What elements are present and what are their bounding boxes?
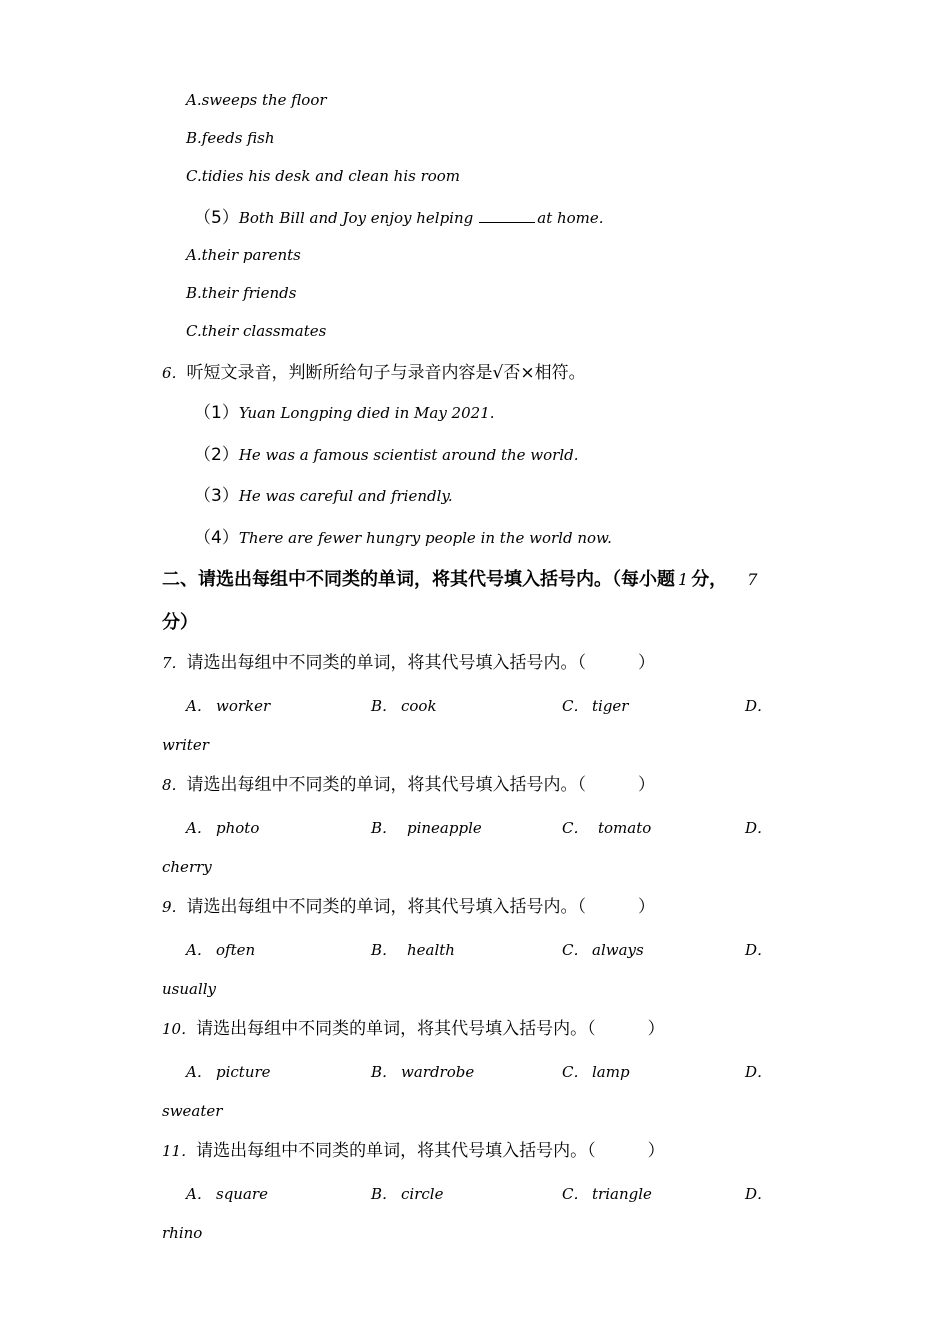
answer-blank[interactable] <box>479 208 535 223</box>
option-a: A.their parents <box>186 246 301 264</box>
option-d-word: rhino <box>162 1224 203 1242</box>
section-heading <box>162 571 757 589</box>
section-title: 二、请选出每组中不同类的单词，将其代号填入括号内。（每小题 <box>162 569 675 590</box>
option-b <box>371 699 437 714</box>
item-number: （1） <box>194 403 239 423</box>
question-number: 9． <box>162 898 187 916</box>
option-b: B.feeds fish <box>186 129 275 147</box>
list-item <box>194 530 612 547</box>
option-b <box>371 943 455 958</box>
question-prompt: 听短文录音，判断所给句子与录音内容是√否×相符。 <box>186 363 586 383</box>
question-prompt: 请选出每组中不同类的单词，将其代号填入括号内。（ <box>186 775 587 795</box>
option-b <box>371 1065 474 1080</box>
option-c: C.their classmates <box>186 322 327 340</box>
option-word: cook <box>401 697 437 715</box>
item-number: （4） <box>194 528 239 548</box>
close-paren: ） <box>647 1141 665 1161</box>
option-a <box>186 1187 268 1202</box>
item-text: Yuan Longping died in May 2021. <box>238 404 495 422</box>
option-word: always <box>592 941 644 959</box>
option-letter: A． <box>186 697 212 715</box>
section-title-end: 分） <box>162 612 198 633</box>
option-letter: B． <box>371 1063 398 1081</box>
question-8 <box>162 777 655 794</box>
question-number: 11． <box>162 1142 197 1160</box>
option-letter: C． <box>562 1063 589 1081</box>
option-d <box>745 699 775 714</box>
section-heading-cont <box>162 614 198 632</box>
option-word: triangle <box>592 1185 652 1203</box>
option-letter: D． <box>745 1185 773 1203</box>
question-prompt: 请选出每组中不同类的单词，将其代号填入括号内。（ <box>196 1019 596 1039</box>
item-text: There are fewer hungry people in the world now. <box>238 529 612 547</box>
option-d-word: usually <box>162 980 217 998</box>
option-letter: A． <box>186 941 212 959</box>
question-5-part-5 <box>194 208 604 227</box>
question-number: 6． <box>162 364 187 382</box>
close-paren: ） <box>638 653 656 673</box>
option-letter: D． <box>745 941 773 959</box>
question-text: Both Bill and Joy enjoy helping <box>238 209 474 227</box>
score-each: 1 <box>678 570 689 589</box>
option-word: square <box>216 1185 268 1203</box>
close-paren: ） <box>638 897 656 917</box>
option-d-word: writer <box>162 736 209 754</box>
option-letter: B． <box>371 941 398 959</box>
score-total: 7 <box>747 570 758 589</box>
item-number: （3） <box>194 486 239 506</box>
option-c <box>562 943 644 958</box>
option-letter: D． <box>745 819 773 837</box>
option-a: A.sweeps the floor <box>186 91 327 109</box>
list-item <box>194 447 579 464</box>
item-text: He was a famous scientist around the world. <box>238 446 579 464</box>
close-paren: ） <box>647 1019 665 1039</box>
option-word: lamp <box>592 1063 630 1081</box>
question-6 <box>162 365 586 382</box>
option-letter: A． <box>186 1063 212 1081</box>
option-a <box>186 821 259 836</box>
list-item <box>194 405 495 422</box>
option-c <box>562 1187 652 1202</box>
question-prompt: 请选出每组中不同类的单词，将其代号填入括号内。（ <box>196 1141 596 1161</box>
option-letter: C． <box>562 697 589 715</box>
question-number: 10． <box>162 1020 197 1038</box>
option-a <box>186 1065 271 1080</box>
question-number: 8． <box>162 776 187 794</box>
option-d <box>745 943 775 958</box>
option-c <box>562 699 628 714</box>
option-d <box>745 821 775 836</box>
option-word: wardrobe <box>401 1063 475 1081</box>
question-9 <box>162 899 655 916</box>
option-d-word: sweater <box>162 1102 223 1120</box>
option-b <box>371 821 482 836</box>
option-word: tomato <box>598 819 652 837</box>
item-number: （5） <box>194 208 239 228</box>
option-letter: C． <box>562 941 589 959</box>
option-word: often <box>216 941 256 959</box>
option-a <box>186 943 255 958</box>
option-letter: B． <box>371 819 398 837</box>
option-d-word: cherry <box>162 858 212 876</box>
option-letter: C． <box>562 1185 589 1203</box>
option-word: worker <box>216 697 271 715</box>
option-letter: C． <box>562 819 589 837</box>
option-word: tiger <box>592 697 629 715</box>
option-c <box>562 1065 630 1080</box>
option-word: picture <box>216 1063 271 1081</box>
option-letter: A． <box>186 819 212 837</box>
option-letter: D． <box>745 697 773 715</box>
close-paren: ） <box>638 775 656 795</box>
section-title-unit: 分， <box>691 569 728 590</box>
question-text-end: at home. <box>537 209 604 227</box>
option-word: health <box>407 941 455 959</box>
option-letter: D． <box>745 1063 773 1081</box>
question-prompt: 请选出每组中不同类的单词，将其代号填入括号内。（ <box>186 897 587 917</box>
option-word: pineapple <box>407 819 482 837</box>
question-7 <box>162 655 655 672</box>
question-number: 7． <box>162 654 187 672</box>
option-word: photo <box>216 819 260 837</box>
question-10 <box>162 1021 665 1038</box>
option-c <box>562 821 651 836</box>
item-number: （2） <box>194 445 239 465</box>
list-item <box>194 488 453 505</box>
option-letter: A． <box>186 1185 212 1203</box>
item-text: He was careful and friendly. <box>238 487 453 505</box>
question-prompt: 请选出每组中不同类的单词，将其代号填入括号内。（ <box>186 653 587 673</box>
option-a <box>186 699 270 714</box>
option-d <box>745 1187 775 1202</box>
option-word: circle <box>401 1185 444 1203</box>
option-b <box>371 1187 443 1202</box>
option-c: C.tidies his desk and clean his room <box>186 167 461 185</box>
question-11 <box>162 1143 665 1160</box>
option-d <box>745 1065 775 1080</box>
option-letter: B． <box>371 697 398 715</box>
option-letter: B． <box>371 1185 398 1203</box>
option-b: B.their friends <box>186 284 297 302</box>
